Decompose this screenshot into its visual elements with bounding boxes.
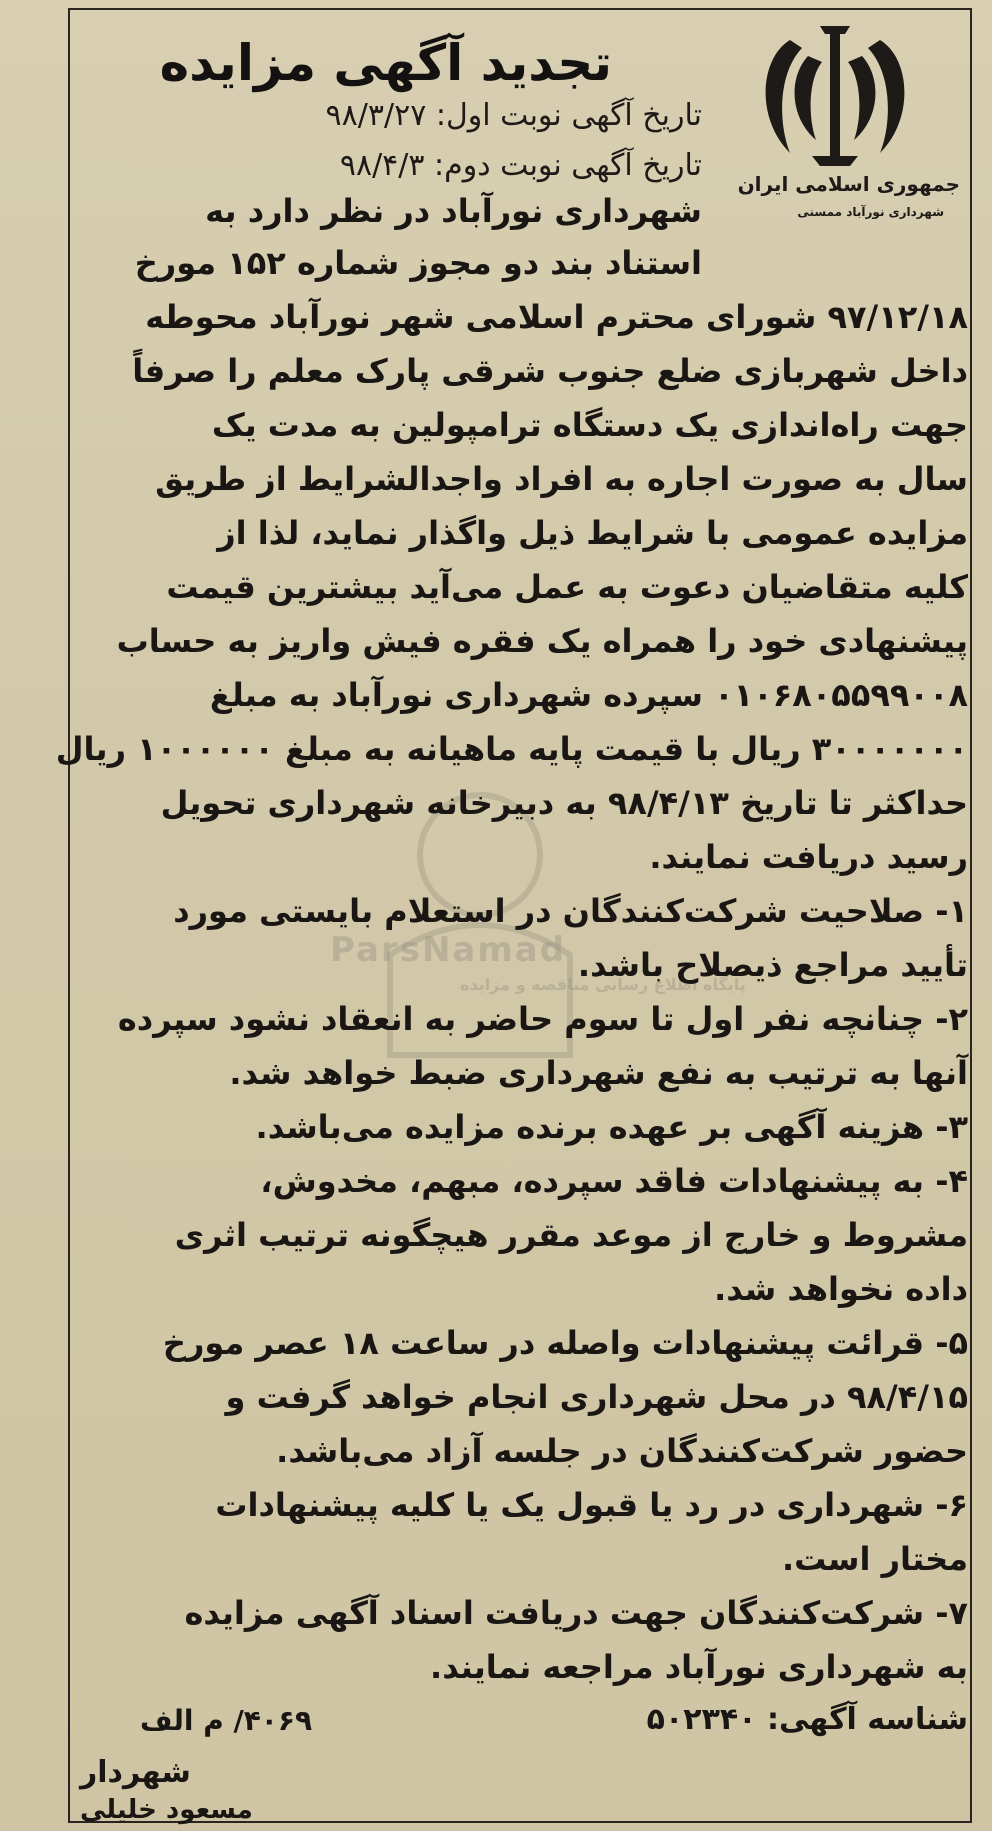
- signer-name: مسعود خلیلی: [80, 1795, 253, 1825]
- body-line: سال به صورت اجاره به افراد واجدالشرایط از طریق: [155, 460, 968, 498]
- body-line: پیشنهادی خود را همراه یک فقره فیش واریز به حساب: [116, 622, 968, 660]
- body-line: مزایده عمومی با شرایط ذیل واگذار نماید، لذا از: [217, 514, 968, 552]
- body-line: جهت راه‌اندازی یک دستگاه ترامپولین به مدت یک: [211, 406, 968, 444]
- ad-ref: ۴۰۶۹/ م الف: [140, 1704, 313, 1737]
- first-date: تاریخ آگهی نوبت اول: ۹۸/۳/۲۷: [325, 98, 702, 133]
- body-line: ۳- هزینه آگهی بر عهده برنده مزایده می‌باشد.: [255, 1108, 968, 1146]
- emblem-area: [710, 18, 960, 228]
- body-line: ۹۷/۱۲/۱۸ شورای محترم اسلامی شهر نورآباد محوطه: [145, 298, 968, 336]
- body-line: حضور شرکت‌کنندگان در جلسه آزاد می‌باشد.: [276, 1432, 968, 1470]
- body-line: ۵- قرائت پیشنهادات واصله در ساعت ۱۸ عصر مورخ: [162, 1324, 968, 1362]
- municipality-name: شهرداری نورآباد ممسنی: [797, 205, 944, 219]
- signer-role: شهردار: [80, 1755, 191, 1790]
- ad-title: تجدید آگهی مزایده: [159, 34, 612, 92]
- body-line: داده نخواهد شد.: [714, 1270, 968, 1308]
- body-line: تأیید مراجع ذیصلاح باشد.: [577, 946, 968, 984]
- body-line: ۷- شرکت‌کنندگان جهت دریافت اسناد آگهی مزایده: [184, 1594, 968, 1632]
- body-line: حداکثر تا تاریخ ۹۸/۴/۱۳ به دبیرخانه شهرداری تحویل: [160, 784, 968, 822]
- body-line: کلیه متقاضیان دعوت به عمل می‌آید بیشترین قیمت: [166, 568, 968, 606]
- body-line: رسید دریافت نمایند.: [649, 838, 968, 876]
- watermark-site: ParsNamad: [330, 930, 567, 970]
- watermark-caption: پایگاه اطلاع رسانی مناقصه و مزایده: [460, 975, 746, 994]
- body-line: به شهرداری نورآباد مراجعه نمایند.: [430, 1648, 968, 1686]
- body-line: آنها به ترتیب به نفع شهرداری ضبط خواهد شد.: [229, 1054, 968, 1092]
- body-line: ۴- به پیشنهادات فاقد سپرده، مبهم، مخدوش،: [260, 1162, 968, 1200]
- body-line: شهرداری نورآباد در نظر دارد به: [205, 192, 702, 230]
- body-line: ۱- صلاحیت شرکت‌کنندگان در استعلام بایستی مورد: [173, 892, 968, 930]
- body-line: استناد بند دو مجوز شماره ۱۵۲ مورخ: [134, 244, 702, 282]
- body-line: ۳۰۰۰۰۰۰۰ ریال با قیمت پایه ماهیانه به مبلغ ۱۰۰۰۰۰۰ ریال: [55, 730, 968, 768]
- ad-id: شناسه آگهی: ۵۰۲۳۴۰: [646, 1702, 968, 1737]
- iran-emblem-icon: [750, 18, 920, 178]
- body-line: ۰۱۰۶۸۰۵۵۹۹۰۰۸ سپرده شهرداری نورآباد به مبلغ: [209, 676, 968, 714]
- body-line: مشروط و خارج از موعد مقرر هیچگونه ترتیب اثری: [174, 1216, 968, 1254]
- country-name: جمهوری اسلامی ایران: [737, 172, 960, 196]
- body-line: ۶- شهرداری در رد یا قبول یک یا کلیه پیشنهادات: [215, 1486, 968, 1524]
- body-line: ۹۸/۴/۱۵ در محل شهرداری انجام خواهد گرفت و: [225, 1378, 968, 1416]
- body-line: مختار است.: [782, 1540, 968, 1578]
- second-date: تاریخ آگهی نوبت دوم: ۹۸/۴/۳: [339, 148, 702, 183]
- body-line: ۲- چنانچه نفر اول تا سوم حاضر به انعقاد نشود سپرده: [117, 1000, 968, 1038]
- body-line: داخل شهربازی ضلع جنوب شرقی پارک معلم را صرفاً: [132, 352, 968, 390]
